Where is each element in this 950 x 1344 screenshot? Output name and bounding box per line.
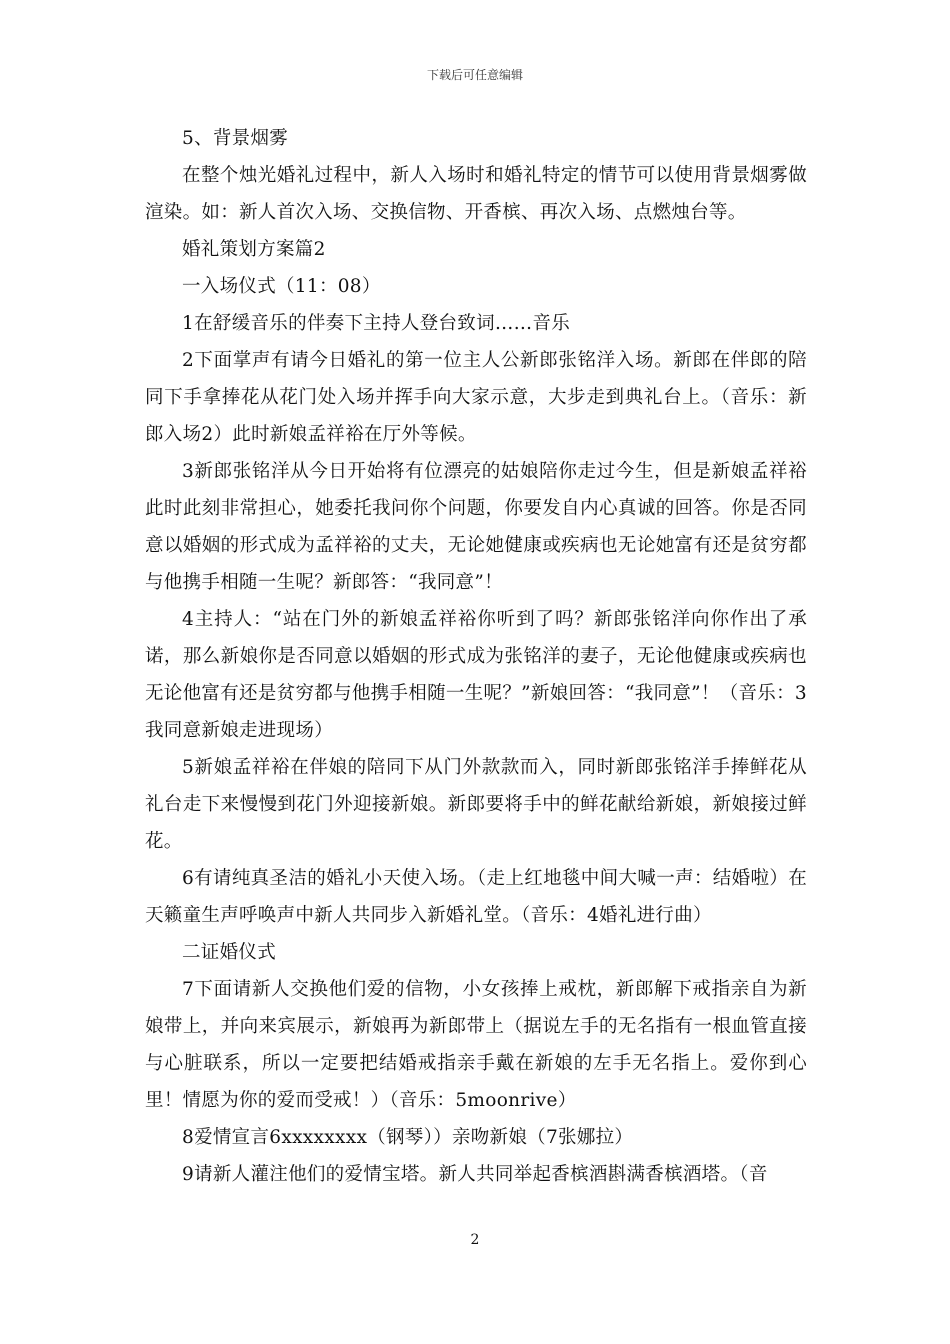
paragraph: 7下面请新人交换他们爱的信物，小女孩捧上戒枕，新郎解下戒指亲自为新娘带上，并向来宾展示，新娘再为新郎带上（据说左手的无名指有一根血管直接与心脏联系，所以一定要把结婚戒指亲手戴在新娘的左手无名指上。爱你到心里！情愿为你的爱而受戒！）（音乐：5moonrive）	[145, 979, 807, 1111]
paragraph: 5、背景烟雾	[182, 128, 289, 149]
paragraph: 5新娘孟祥裕在伴娘的陪同下从门外款款而入，同时新郎张铭洋手捧鲜花从礼台走下来慢慢到花门外迎接新娘。新郎要将手中的鲜花献给新娘，新娘接过鲜花。	[145, 757, 807, 852]
document-body	[145, 120, 807, 1193]
paragraph: 9请新人灌注他们的爱情宝塔。新人共同举起香槟酒斟满香槟酒塔。（音	[182, 1164, 768, 1185]
section-heading: 二证婚仪式	[182, 942, 277, 963]
paragraph: 8爱情宣言6xxxxxxxx（钢琴））亲吻新娘（7张娜拉）	[182, 1127, 634, 1148]
paragraph: 2下面掌声有请今日婚礼的第一位主人公新郎张铭洋入场。新郎在伴郎的陪同下手拿捧花从花门处入场并挥手向大家示意，大步走到典礼台上。（音乐：新郎入场2）此时新娘孟祥裕在厅外等候。	[145, 350, 807, 445]
paragraph: 6有请纯真圣洁的婚礼小天使入场。（走上红地毯中间大喊一声：结婚啦）在天籁童生声呼唤声中新人共同步入新婚礼堂。（音乐：4婚礼进行曲）	[145, 868, 807, 926]
section-heading: 一入场仪式（11：08）	[182, 276, 381, 297]
page-number: 2	[470, 1232, 480, 1248]
paragraph: 1在舒缓音乐的伴奏下主持人登台致词……音乐	[182, 313, 571, 334]
paragraph: 3新郎张铭洋从今日开始将有位漂亮的姑娘陪你走过今生，但是新娘孟祥裕此时此刻非常担心，她委托我问你个问题，你要发自内心真诚的回答。你是否同意以婚姻的形式成为孟祥裕的丈夫，无论她健康或疾病也无论她富有还是贫穷都与他携手相随一生呢？新郎答：“我同意”！	[145, 461, 807, 593]
section-title: 婚礼策划方案篇2	[182, 239, 326, 260]
page-header: 下载后可任意编辑	[426, 68, 523, 82]
paragraph: 在整个烛光婚礼过程中，新人入场时和婚礼特定的情节可以使用背景烟雾做渲染。如：新人首次入场、交换信物、开香槟、再次入场、点燃烛台等。	[145, 165, 807, 223]
paragraph: 4主持人：“站在门外的新娘孟祥裕你听到了吗？新郎张铭洋向你作出了承诺，那么新娘你是否同意以婚姻的形式成为张铭洋的妻子，无论他健康或疾病也无论他富有还是贫穷都与他携手相随一生呢？”新娘回答：“我同意”！（音乐：3我同意新娘走进现场）	[145, 609, 807, 741]
